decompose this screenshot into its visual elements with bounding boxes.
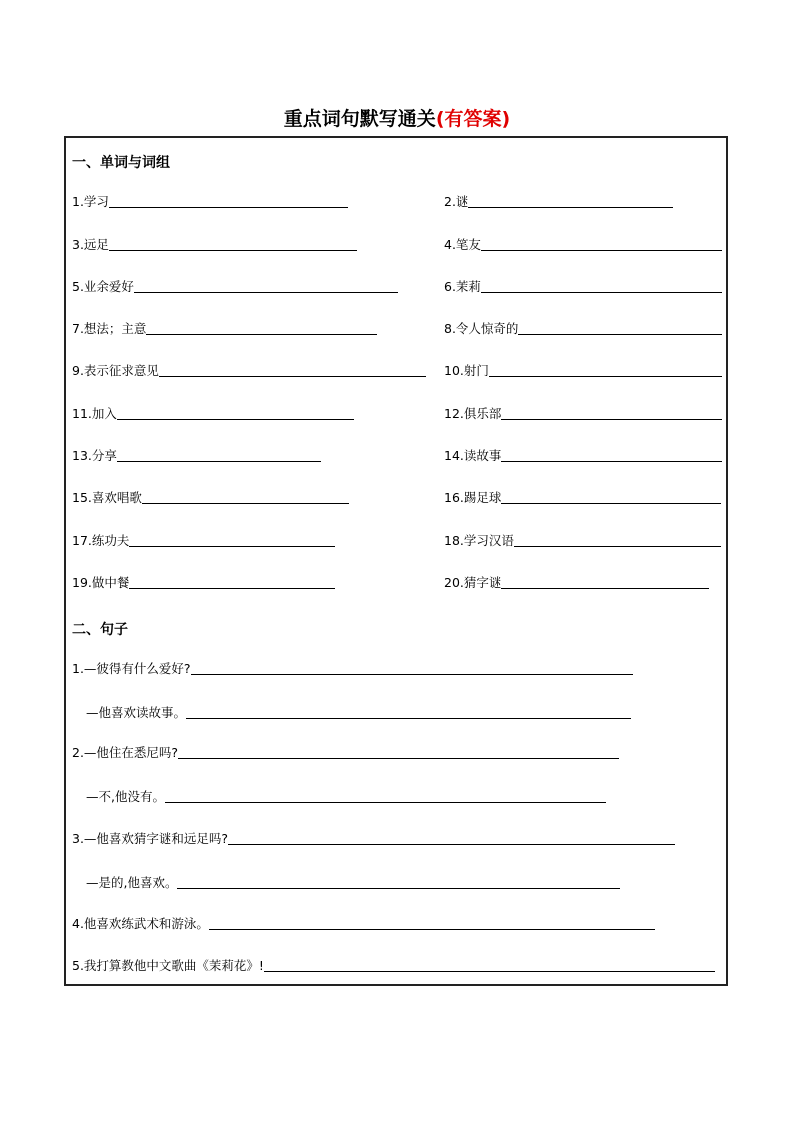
answer-blank[interactable] — [109, 206, 348, 208]
sentence-item: —他喜欢读故事。 — [86, 706, 631, 720]
answer-blank[interactable] — [191, 673, 633, 675]
answer-blank[interactable] — [117, 418, 354, 420]
sentence-item: 5.我打算教他中文歌曲《茉莉花》! — [72, 959, 715, 973]
answer-blank[interactable] — [264, 970, 715, 972]
word-item: 1.学习 — [72, 195, 348, 209]
answer-blank[interactable] — [481, 291, 722, 293]
sentence-item: 2.—他住在悉尼吗? — [72, 746, 619, 760]
answer-blank[interactable] — [481, 249, 722, 251]
answer-blank[interactable] — [178, 757, 619, 759]
sentence-item: —不,他没有。 — [86, 790, 606, 804]
word-item: 7.想法；主意 — [72, 322, 377, 336]
word-item: 2.谜 — [444, 195, 673, 209]
title-answer-tag: (有答案) — [435, 108, 511, 130]
answer-blank[interactable] — [142, 502, 349, 504]
answer-blank[interactable] — [501, 460, 722, 462]
sentence-item: 3.—他喜欢猜字谜和远足吗? — [72, 832, 675, 846]
word-item: 18.学习汉语 — [444, 534, 721, 548]
answer-blank[interactable] — [165, 801, 606, 803]
answer-blank[interactable] — [514, 545, 721, 547]
word-item: 4.笔友 — [444, 238, 722, 252]
page-title — [0, 104, 794, 131]
answer-blank[interactable] — [518, 333, 722, 335]
answer-blank[interactable] — [228, 843, 675, 845]
word-item: 9.表示征求意见 — [72, 364, 426, 378]
title-main: 重点词句默写通关 — [283, 108, 436, 130]
answer-blank[interactable] — [129, 545, 335, 547]
answer-blank[interactable] — [501, 418, 722, 420]
word-item: 17.练功夫 — [72, 534, 335, 548]
word-item: 16.踢足球 — [444, 491, 721, 505]
answer-blank[interactable] — [159, 375, 426, 377]
answer-blank[interactable] — [146, 333, 377, 335]
word-item: 5.业余爱好 — [72, 280, 398, 294]
answer-blank[interactable] — [209, 928, 655, 930]
sentence-item: 4.他喜欢练武术和游泳。 — [72, 917, 655, 931]
word-item: 3.远足 — [72, 238, 357, 252]
sentence-item: 1.—彼得有什么爱好? — [72, 662, 633, 676]
word-item: 8.令人惊奇的 — [444, 322, 722, 336]
word-item: 6.茉莉 — [444, 280, 722, 294]
answer-blank[interactable] — [129, 587, 335, 589]
answer-blank[interactable] — [468, 206, 673, 208]
section-heading-sentences: 二、句子 — [72, 622, 128, 638]
sentence-item: —是的,他喜欢。 — [86, 876, 620, 890]
word-item: 10.射门 — [444, 364, 722, 378]
word-item: 14.读故事 — [444, 449, 722, 463]
section-heading-words: 一、单词与词组 — [72, 155, 170, 171]
worksheet-frame — [64, 136, 728, 986]
word-item: 12.俱乐部 — [444, 407, 722, 421]
word-item: 20.猜字谜 — [444, 576, 709, 590]
answer-blank[interactable] — [186, 717, 631, 719]
answer-blank[interactable] — [134, 291, 398, 293]
word-item: 15.喜欢唱歌 — [72, 491, 349, 505]
answer-blank[interactable] — [109, 249, 357, 251]
word-item: 13.分享 — [72, 449, 321, 463]
word-item: 19.做中餐 — [72, 576, 335, 590]
answer-blank[interactable] — [177, 887, 620, 889]
answer-blank[interactable] — [501, 502, 721, 504]
answer-blank[interactable] — [489, 375, 722, 377]
answer-blank[interactable] — [117, 460, 321, 462]
answer-blank[interactable] — [501, 587, 709, 589]
word-item: 11.加入 — [72, 407, 354, 421]
